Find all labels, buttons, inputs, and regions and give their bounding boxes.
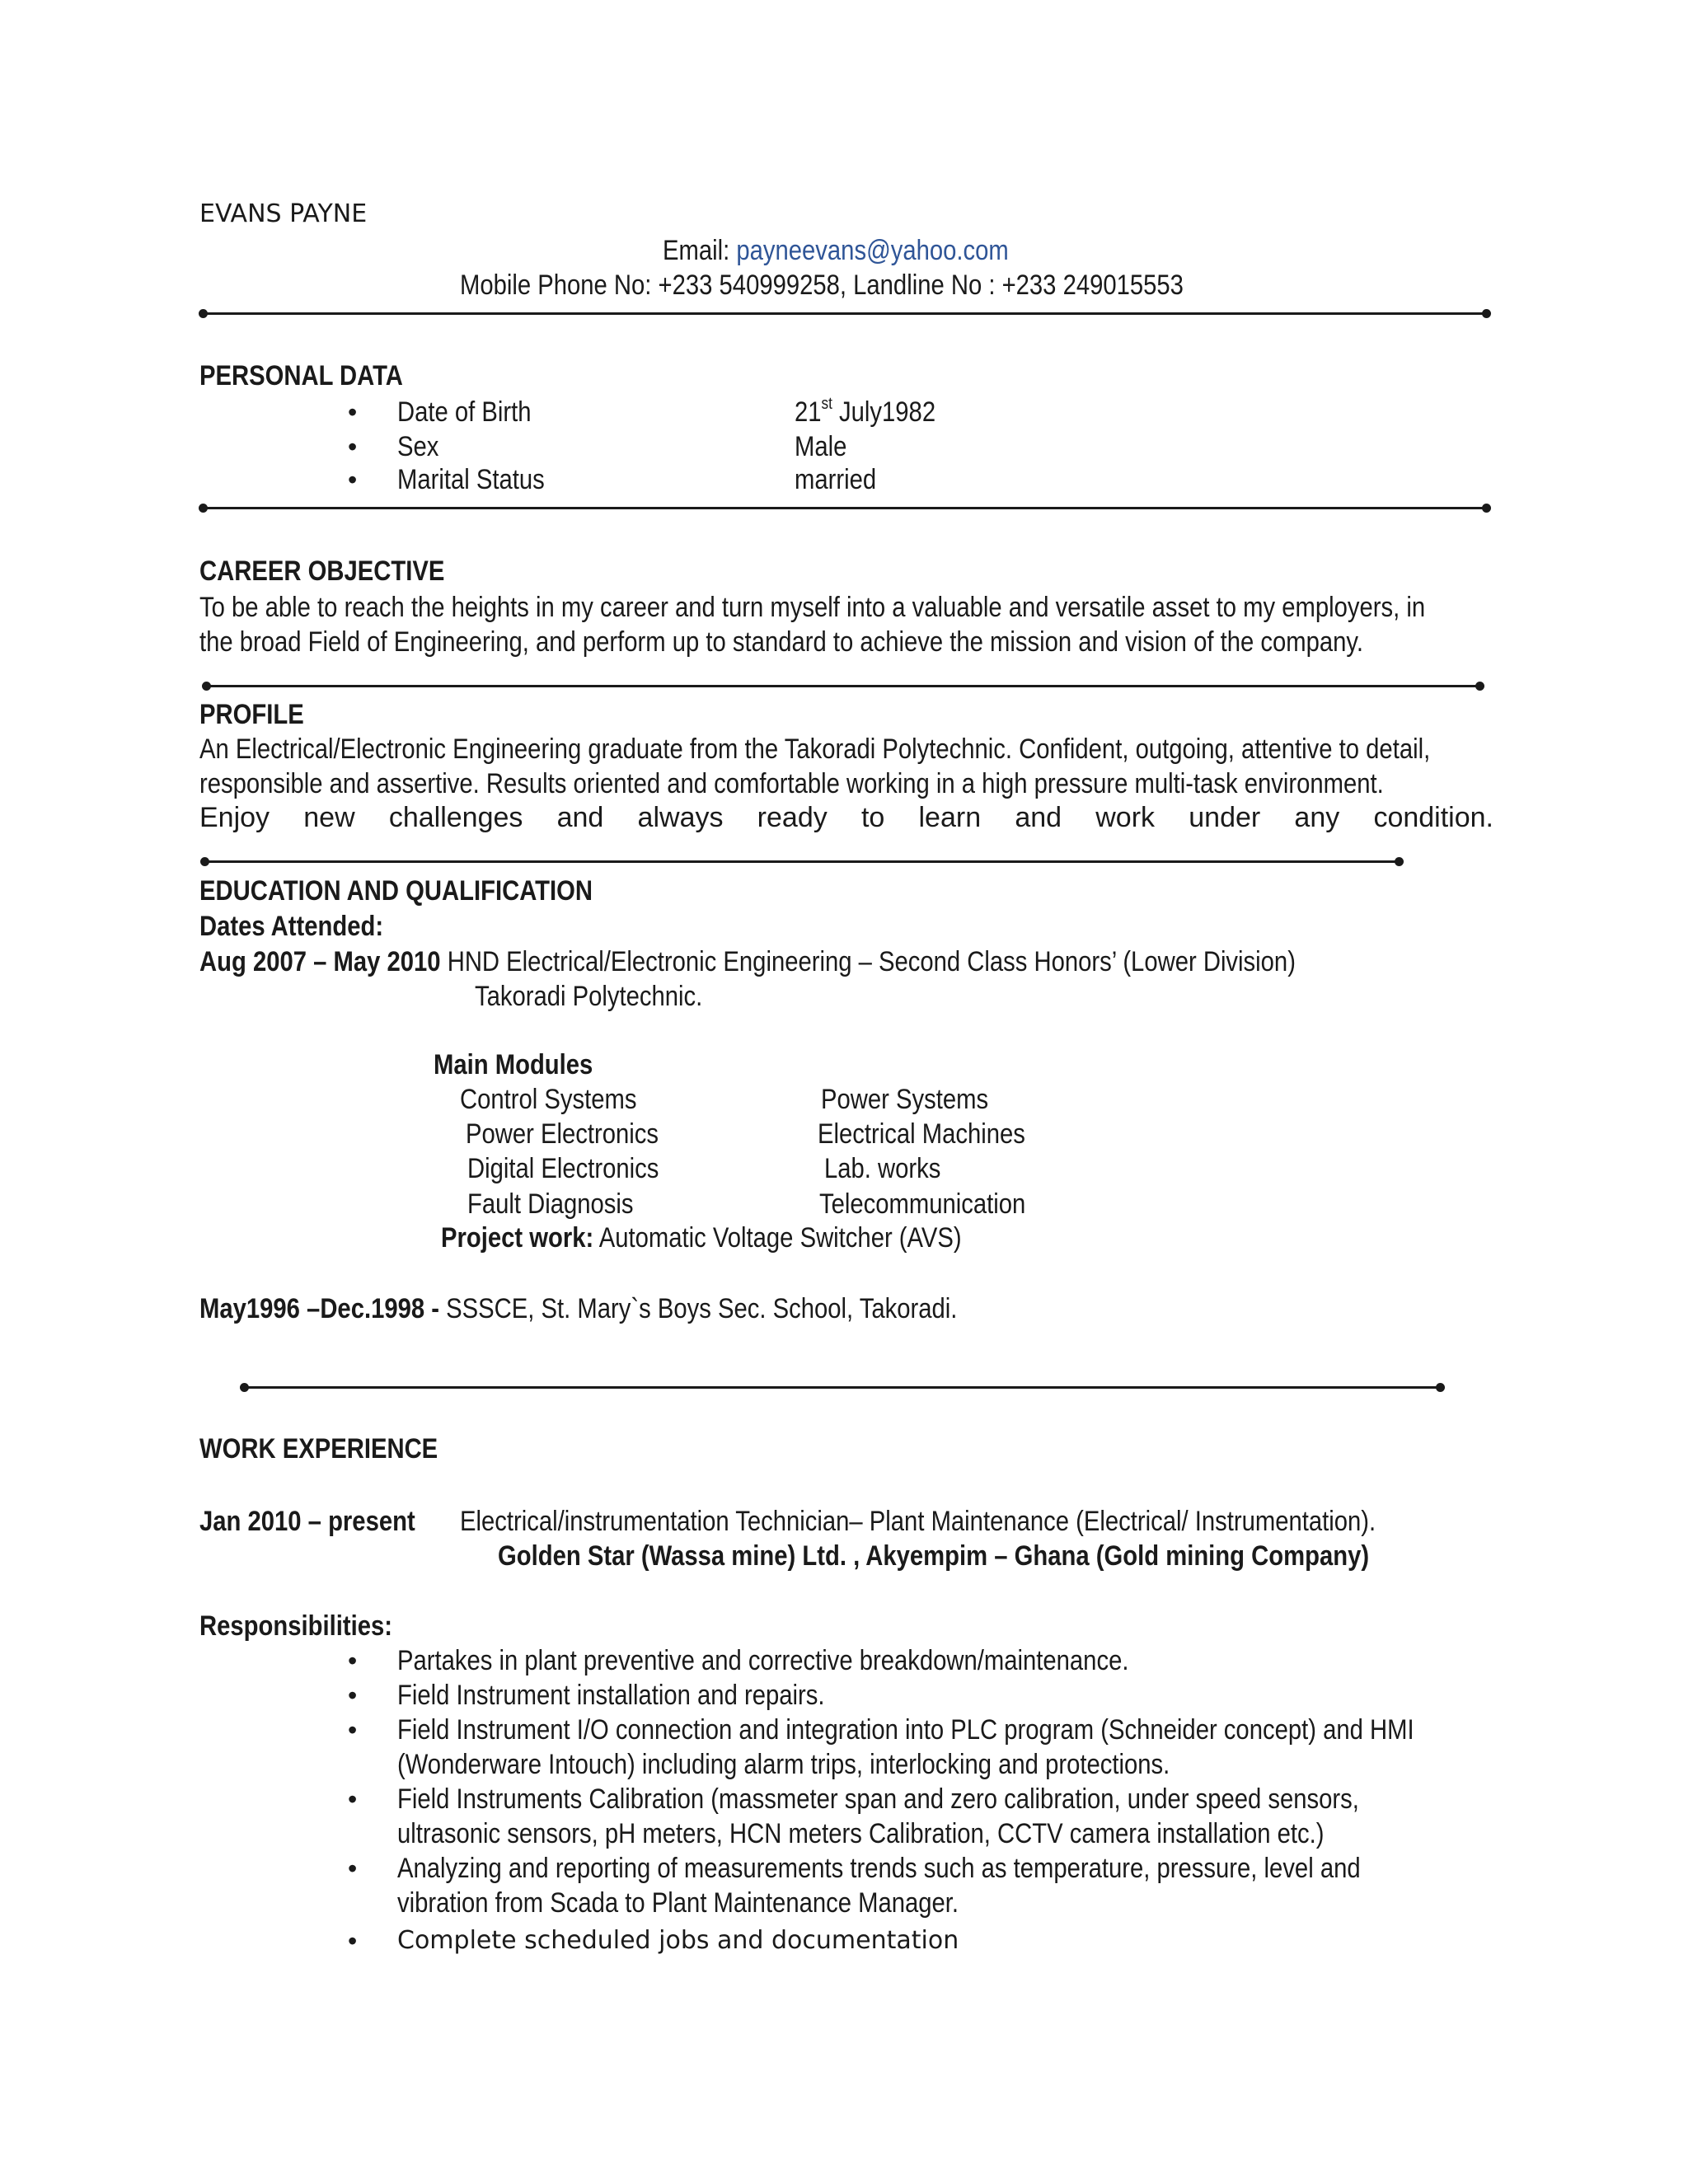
module-item: Electrical Machines	[818, 1118, 1025, 1150]
candidate-name: EVANS PAYNE	[199, 199, 368, 228]
responsibility-item-continued: ultrasonic sensors, pH meters, HCN meters Calibration, CCTV camera installation etc.)	[397, 1818, 1325, 1849]
responsibility-item: Partakes in plant preventive and corrective breakdown/maintenance.	[397, 1645, 1129, 1676]
responsibility-item-continued: (Wonderware Intouch) including alarm trips, interlocking and protections.	[397, 1749, 1170, 1780]
marital-status-label: Marital Status	[397, 464, 545, 495]
bullet-icon: •	[348, 1926, 358, 1956]
email-link[interactable]: payneevans@yahoo.com	[736, 235, 1009, 266]
module-item: Telecommunication	[819, 1188, 1026, 1220]
bullet-icon: •	[348, 465, 358, 494]
module-item: Power Electronics	[466, 1118, 659, 1150]
responsibility-item: Field Instruments Calibration (massmeter span and zero calibration, under speed sensors,	[397, 1783, 1359, 1815]
sex-label: Sex	[397, 431, 439, 462]
module-item: Lab. works	[824, 1153, 941, 1184]
sex-value: Male	[795, 431, 847, 462]
education-heading: EDUCATION AND QUALIFICATION	[199, 875, 593, 907]
work-experience-heading: WORK EXPERIENCE	[199, 1433, 438, 1465]
work-dates: Jan 2010 – present	[199, 1506, 415, 1537]
responsibility-item: Field Instrument I/O connection and integration into PLC program (Schneider concept) and HMI	[397, 1714, 1414, 1746]
main-modules-heading: Main Modules	[434, 1049, 593, 1080]
section-divider	[203, 312, 1487, 315]
responsibility-item: Complete scheduled jobs and documentation	[397, 1926, 959, 1955]
module-item: Power Systems	[821, 1084, 989, 1115]
responsibility-item: Analyzing and reporting of measurements trends such as temperature, pressure, level and	[397, 1853, 1361, 1884]
ssce-entry	[199, 1292, 957, 1325]
hnd-school: Takoradi Polytechnic.	[475, 981, 703, 1012]
dob-label: Date of Birth	[397, 396, 532, 428]
objective-line: To be able to reach the heights in my career and turn myself into a valuable and versatile asset to my employers, in	[199, 592, 1426, 623]
hnd-entry	[199, 945, 1296, 978]
profile-line: responsible and assertive. Results oriented and comfortable working in a high pressure multi-task environment.	[199, 768, 1384, 799]
dob-value: 21st July1982	[795, 395, 936, 428]
section-divider	[203, 507, 1487, 509]
hnd-title: HND Electrical/Electronic Engineering – Second Class Honors’ (Lower Division)	[447, 946, 1296, 977]
profile-line: An Electrical/Electronic Engineering graduate from the Takoradi Polytechnic. Confident, outgoing, attentive to detail,	[199, 733, 1431, 765]
profile-line: Enjoy new challenges and always ready to learn and work under any condition.	[199, 802, 1493, 833]
phone-line: Mobile Phone No: +233 540999258, Landline No : +233 249015553	[460, 269, 1184, 301]
project-work	[441, 1221, 962, 1254]
module-item: Fault Diagnosis	[467, 1188, 634, 1220]
module-item: Control Systems	[460, 1084, 637, 1115]
responsibilities-heading: Responsibilities:	[199, 1610, 392, 1642]
work-role: Electrical/instrumentation Technician– Plant Maintenance (Electrical/ Instrumentation).	[460, 1506, 1376, 1537]
career-objective-heading: CAREER OBJECTIVE	[199, 555, 445, 587]
bullet-icon: •	[348, 432, 358, 462]
project-work-label: Project work:	[441, 1222, 594, 1254]
hnd-dates: Aug 2007 – May 2010	[199, 946, 441, 977]
dates-attended-label: Dates Attended:	[199, 911, 384, 942]
responsibility-item-continued: vibration from Scada to Plant Maintenance Manager.	[397, 1887, 959, 1919]
email-label: Email:	[663, 235, 730, 266]
personal-data-heading: PERSONAL DATA	[199, 360, 403, 391]
objective-line: the broad Field of Engineering, and perform up to standard to achieve the mission and vision of the company.	[199, 626, 1363, 658]
bullet-icon: •	[348, 1715, 358, 1745]
module-item: Digital Electronics	[467, 1153, 659, 1184]
ssce-dates: May1996 –Dec.1998 -	[199, 1293, 439, 1324]
bullet-icon: •	[348, 1646, 358, 1675]
profile-heading: PROFILE	[199, 699, 304, 730]
section-divider	[204, 860, 1400, 863]
bullet-icon: •	[348, 397, 358, 427]
project-work-value: Automatic Voltage Switcher (AVS)	[598, 1222, 962, 1254]
bullet-icon: •	[348, 1784, 358, 1814]
marital-status-value: married	[795, 464, 877, 495]
bullet-icon: •	[348, 1854, 358, 1883]
email-line	[663, 234, 1009, 267]
section-divider	[244, 1386, 1441, 1389]
section-divider	[206, 685, 1480, 687]
ssce-value: SSSCE, St. Mary`s Boys Sec. School, Takoradi.	[446, 1293, 958, 1324]
bullet-icon: •	[348, 1680, 358, 1710]
responsibility-item: Field Instrument installation and repairs.	[397, 1680, 825, 1711]
work-company: Golden Star (Wassa mine) Ltd. , Akyempim – Ghana (Gold mining Company)	[498, 1540, 1370, 1572]
